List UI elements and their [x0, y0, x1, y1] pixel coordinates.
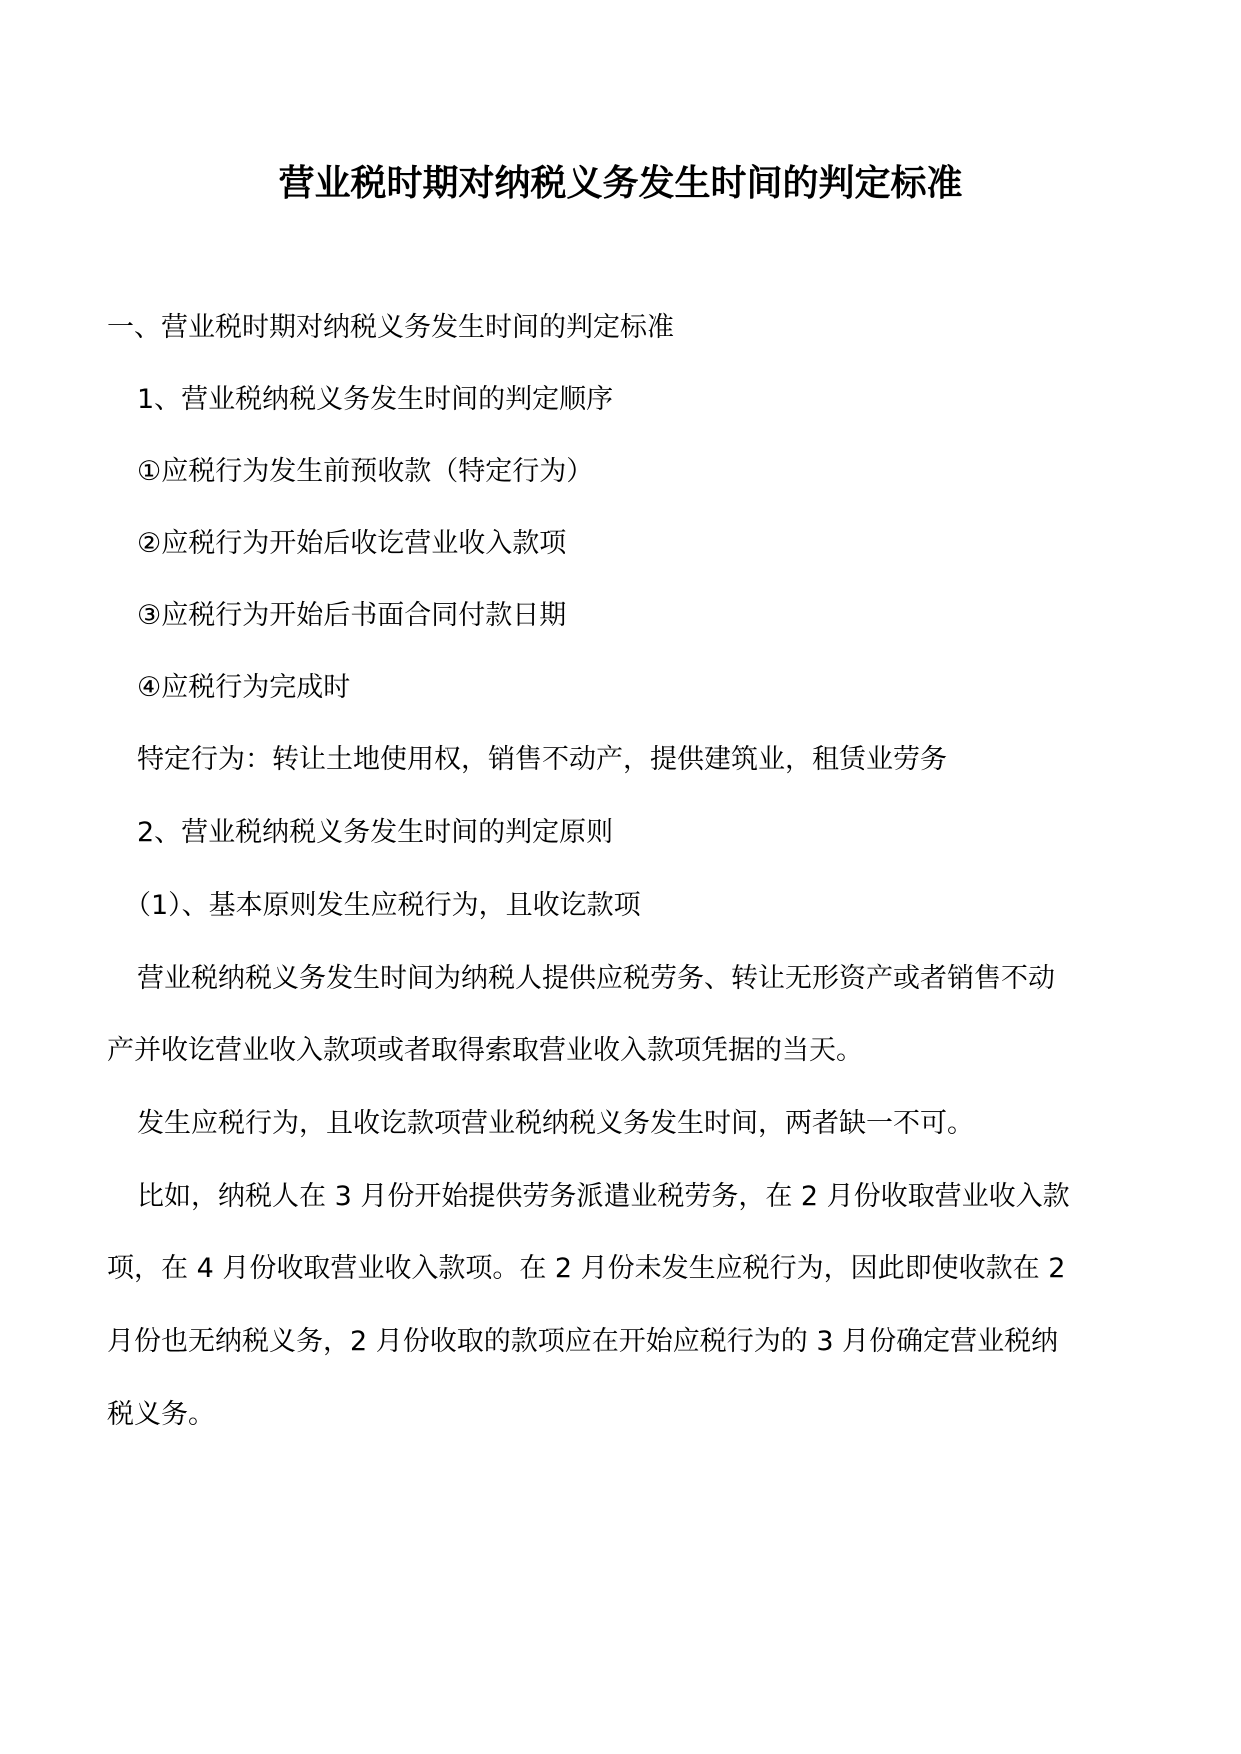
order-item-2: ②应税行为开始后收讫营业收入款项	[137, 528, 567, 559]
sub2-heading: 2、营业税纳税义务发生时间的判定原则	[137, 817, 614, 848]
paragraph-3-line-4: 税义务。	[107, 1399, 215, 1430]
document-title: 营业税时期对纳税义务发生时间的判定标准	[278, 163, 963, 204]
paragraph-2-line-1: 发生应税行为，且收讫款项营业税纳税义务发生时间，两者缺一不可。	[137, 1108, 974, 1139]
section-heading: 一、营业税时期对纳税义务发生时间的判定标准	[107, 312, 674, 343]
paragraph-1-line-1: 营业税纳税义务发生时间为纳税人提供应税劳务、转让无形资产或者销售不动	[137, 963, 1055, 994]
order-item-3: ③应税行为开始后书面合同付款日期	[137, 600, 567, 631]
paragraph-3-line-1: 比如，纳税人在 3 月份开始提供劳务派遣业税劳务，在 2 月份收取营业收入款	[137, 1181, 1070, 1212]
paragraph-3-line-2: 项，在 4 月份收取营业收入款项。在 2 月份未发生应税行为，因此即使收款在 2	[107, 1253, 1066, 1284]
paragraph-3-line-3: 月份也无纳税义务，2 月份收取的款项应在开始应税行为的 3 月份确定营业税纳	[107, 1326, 1059, 1357]
order-item-4: ④应税行为完成时	[137, 672, 351, 703]
paragraph-1-line-2: 产并收讫营业收入款项或者取得索取营业收入款项凭据的当天。	[107, 1035, 863, 1066]
order-item-1: ①应税行为发生前预收款（特定行为）	[137, 456, 594, 487]
principle-heading: （1）、基本原则发生应税行为，且收讫款项	[124, 890, 641, 921]
sub1-heading: 1、营业税纳税义务发生时间的判定顺序	[137, 384, 614, 415]
specific-acts-note: 特定行为：转让土地使用权，销售不动产，提供建筑业，租赁业劳务	[137, 744, 947, 775]
